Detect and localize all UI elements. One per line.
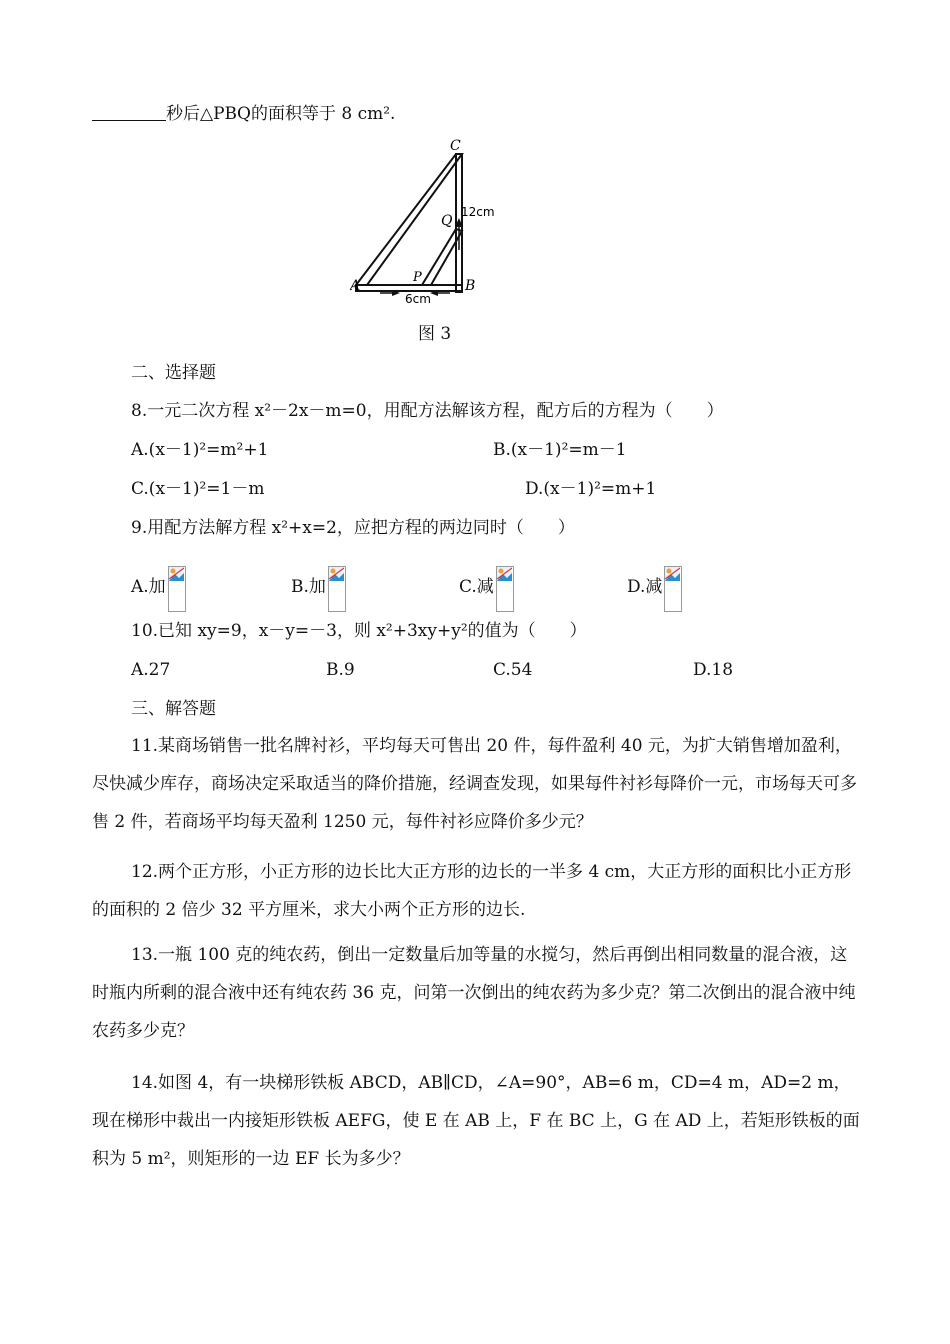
section-title-answer: 三、解答题: [131, 699, 216, 719]
triangle-diagram: [350, 132, 500, 307]
q10-option-a: A.27: [131, 660, 171, 680]
figure-3: [350, 132, 500, 311]
q8-option-c: C.(x－1)²=1－m: [131, 479, 265, 499]
question-14: 14.如图 4，有一块梯形铁板 ABCD，AB∥CD，∠A=90°，AB=6 m，CD=4 m，AD=2 m，现在梯形中裁出一内接矩形铁板 AEFG，使 E 在 AB 上，F 在 BC 上，G 在 AD 上，若矩形铁板的面积为 5 m²，则矩形的一边 EF 长为多少？: [92, 1073, 860, 1169]
question-12: 12.两个正方形，小正方形的边长比大正方形的边长的一半多 4 cm，大正方形的面积比小正方形的面积的 2 倍少 32 平方厘米，求大小两个正方形的边长.: [92, 862, 852, 920]
broken-image-icon: [664, 566, 682, 612]
label-a: A: [350, 278, 361, 294]
q9-option-b-label: B.加: [291, 577, 326, 597]
q9-option-b: [291, 566, 346, 612]
q10-option-c: C.54: [493, 660, 533, 680]
q10-option-b: B.9: [326, 660, 355, 680]
section-title-choice: 二、选择题: [131, 363, 216, 383]
answer-blank: [92, 104, 166, 121]
segment-ab: [356, 285, 462, 291]
intro-text: 秒后△PBQ的面积等于 8 cm².: [166, 104, 396, 124]
q8-option-a: A.(x－1)²=m²+1: [131, 440, 269, 460]
q9-option-c: [459, 566, 514, 612]
label-c: C: [450, 138, 461, 154]
q9-option-c-label: C.减: [459, 577, 494, 597]
label-bc-length: 12cm: [461, 205, 495, 219]
label-b: B: [465, 278, 476, 294]
q9-option-d-label: D.减: [627, 577, 663, 597]
q8-option-d: D.(x－1)²=m+1: [525, 479, 657, 499]
broken-image-icon: [168, 566, 186, 612]
question-11: 11.某商场销售一批名牌衬衫，平均每天可售出 20 件，每件盈利 40 元，为扩大销售增加盈利，尽快减少库存，商场决定采取适当的降价措施，经调查发现，如果每件衬衫每降价一元，市场每天可多售 2 件，若商场平均每天盈利 1250 元，每件衬衫应降价多少元？: [92, 736, 857, 832]
q9-option-d: [627, 566, 682, 612]
q10-option-d: D.18: [693, 660, 734, 680]
question-13: 13.一瓶 100 克的纯农药，倒出一定数量后加等量的水搅匀，然后再倒出相同数量的混合液，这时瓶内所剩的混合液中还有纯农药 36 克，问第一次倒出的纯农药为多少克？第二次倒出的混合液中纯农药多少克？: [92, 945, 856, 1041]
question-8-stem: 8.一元二次方程 x²－2x－m=0，用配方法解该方程，配方后的方程为（ ）: [131, 401, 724, 421]
question-10-stem: 10.已知 xy=9，x－y=－3，则 x²+3xy+y²的值为（ ）: [131, 621, 587, 641]
figure-caption: 图 3: [418, 324, 452, 344]
broken-image-icon: [496, 566, 514, 612]
q9-option-a-label: A.加: [131, 577, 166, 597]
question-9-stem: 9.用配方法解方程 x²+x=2，应把方程的两边同时（ ）: [131, 518, 575, 538]
label-p: P: [413, 270, 422, 285]
q9-option-a: [131, 566, 186, 612]
label-ab-length: 6cm: [405, 292, 431, 306]
q8-option-b: B.(x－1)²=m－1: [493, 440, 627, 460]
intro-line: [92, 102, 395, 126]
label-q: Q: [441, 213, 453, 229]
broken-image-icon: [328, 566, 346, 612]
